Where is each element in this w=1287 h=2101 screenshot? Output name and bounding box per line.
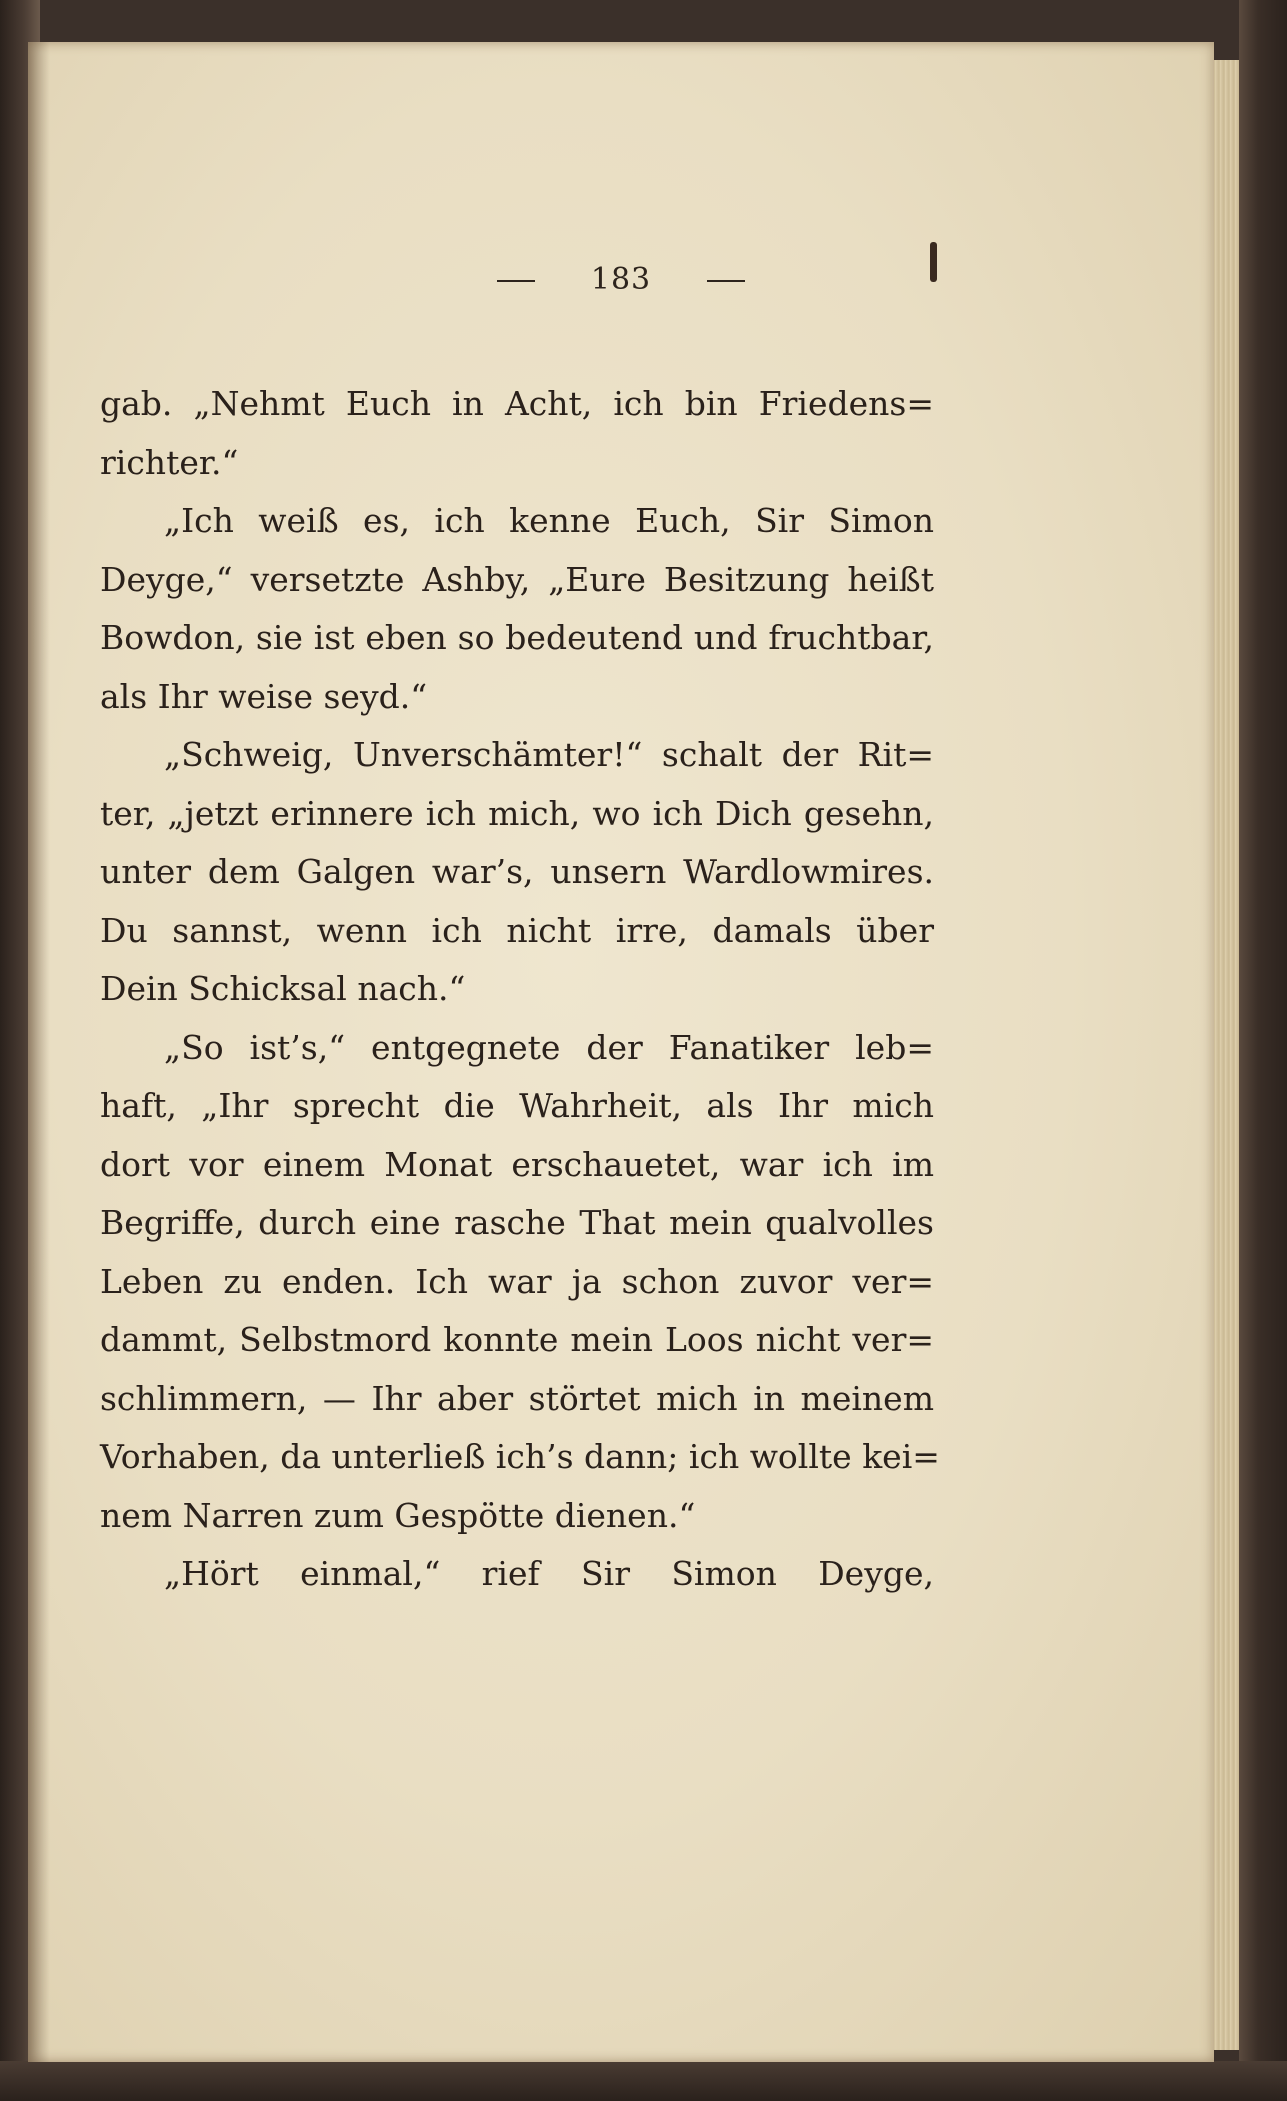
text-line: dammt, Selbstmord konnte mein Loos nicht ver=	[100, 1320, 934, 1359]
text-line: nem Narren zum Gespötte dienen.“	[100, 1495, 696, 1535]
ink-mark	[930, 242, 937, 282]
text-line: „Schweig, Unverschämter!“ schalt der Rit=	[164, 735, 934, 774]
text-line: als Ihr weise seyd.“	[100, 676, 428, 716]
page-number-header	[28, 262, 1214, 297]
text-line: ter, „jetzt erinnere ich mich, wo ich Dich gesehn,	[100, 793, 934, 833]
header-dash-left	[497, 280, 535, 282]
text-line: richter.“	[100, 442, 239, 482]
text-line: Begriffe, durch eine rasche That mein qualvolles	[100, 1203, 934, 1242]
text-line: „Hört einmal,“ rief Sir Simon Deyge,	[164, 1554, 934, 1593]
book-cover-bottom	[0, 2061, 1287, 2101]
body-text	[100, 375, 940, 1604]
text-line: unter dem Galgen war’s, unsern Wardlowmires.	[100, 852, 934, 891]
header-dash-right	[707, 280, 745, 282]
page-edges	[1211, 60, 1241, 2050]
text-line: Du sannst, wenn ich nicht irre, damals über	[100, 910, 934, 950]
book-page	[28, 42, 1214, 2062]
text-line: schlimmern, — Ihr aber störtet mich in meinem	[100, 1378, 934, 1418]
text-line: Leben zu enden. Ich war ja schon zuvor ver=	[100, 1261, 934, 1301]
gutter-shadow	[28, 42, 50, 2062]
text-line: dort vor einem Monat erschauetet, war ich im	[100, 1144, 934, 1184]
book-cover-right	[1239, 0, 1287, 2101]
text-line: „Ich weiß es, ich kenne Euch, Sir Simon	[164, 501, 934, 540]
text-line: Dein Schicksal nach.“	[100, 969, 466, 1008]
text-line: haft, „Ihr sprecht die Wahrheit, als Ihr mich	[100, 1086, 934, 1125]
text-line: Bowdon, sie ist eben so bedeutend und fruchtbar,	[100, 618, 934, 657]
page-number: 183	[590, 262, 652, 297]
text-line: Deyge,“ versetzte Ashby, „Eure Besitzung heißt	[100, 559, 934, 599]
text-line: gab. „Nehmt Euch in Acht, ich bin Friedens=	[100, 384, 934, 423]
text-line: „So ist’s,“ entgegnete der Fanatiker leb=	[164, 1027, 934, 1067]
text-line: Vorhaben, da unterließ ich’s dann; ich wollte kei=	[100, 1437, 940, 1476]
